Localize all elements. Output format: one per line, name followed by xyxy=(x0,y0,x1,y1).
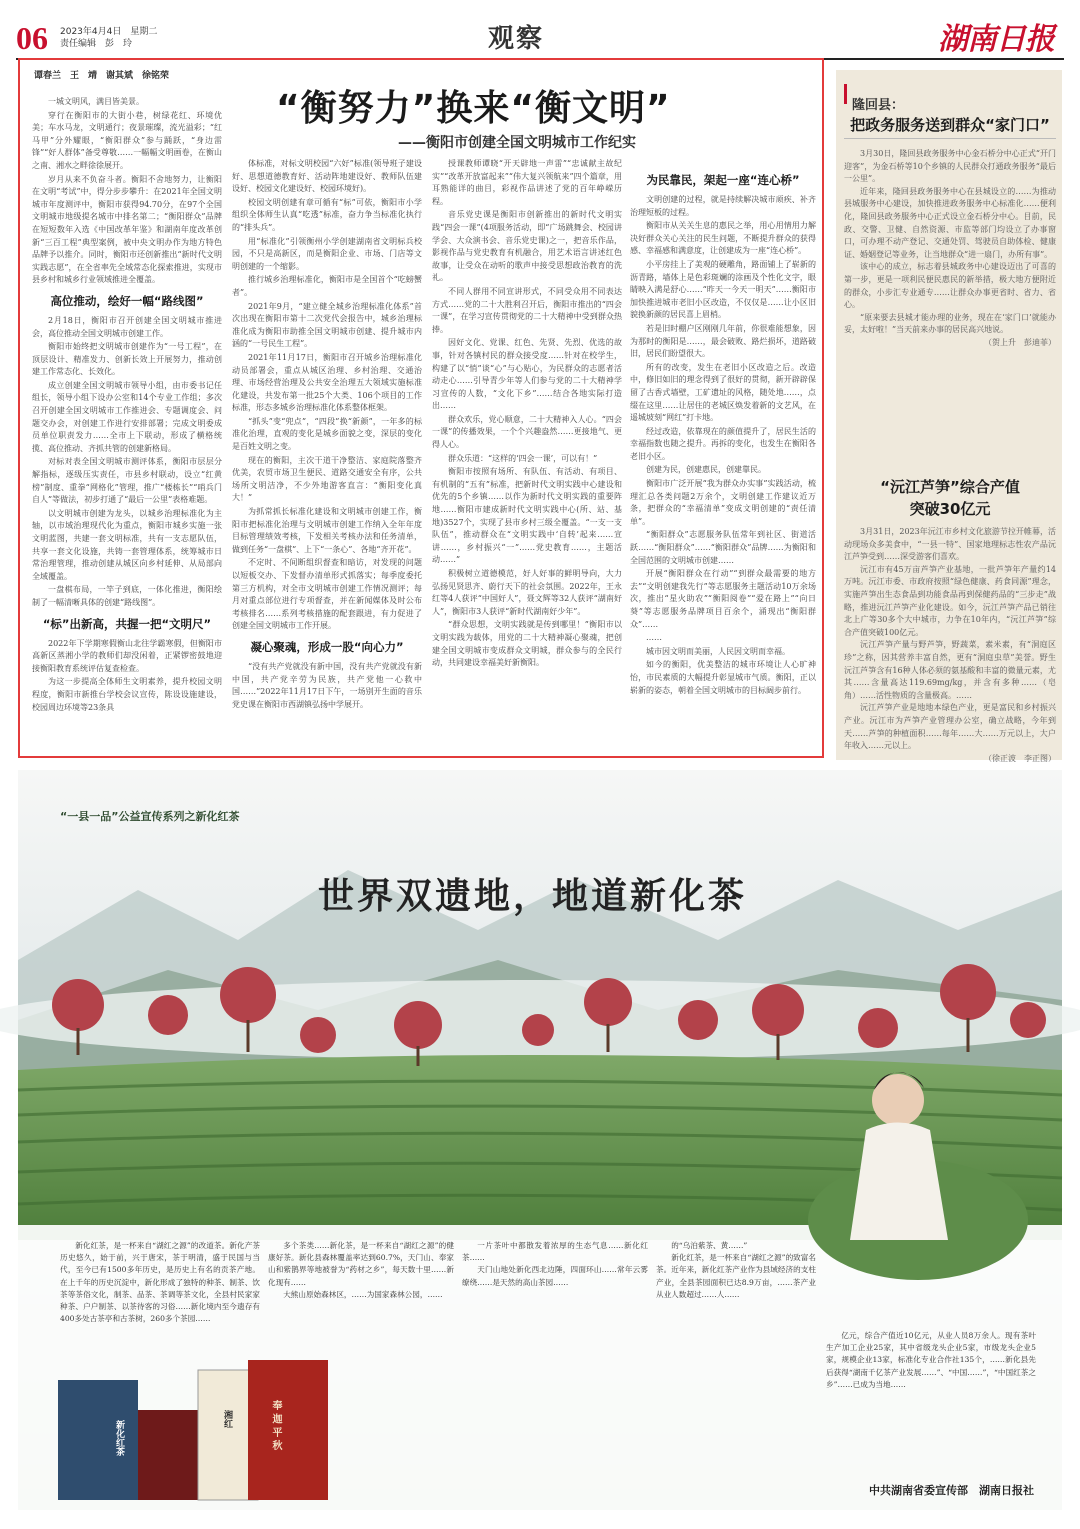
paragraph: 所有的改变，发生在老旧小区改造之后。改造中，修旧如旧的理念得到了很好的贯彻，新开辟辟保留了古香式墙壁，工矿遗址的风格，随处地……，点缀在这里……让居住的老城区焕发着新的文艺风，在遥城坡刻“网红”打卡地。 xyxy=(630,362,816,423)
section-title: 观察 xyxy=(488,24,545,54)
article-column-1 xyxy=(32,96,222,751)
paragraph: 成立创建全国文明城市领导小组，由市委书记任组长，领导小组下设办公室和14个专业工作组；多次召开创建全国文明城市工作推进会、专题调度会、问题交办会，对创建工作进行安排部署；完成文明委成员单位职责发力……全市上下联动，形成了横格统揽、高位推动、齐抓共管的创建新格局。 xyxy=(32,380,222,453)
ad-text-column-5 xyxy=(826,1330,1036,1470)
package-label: 新化红茶 xyxy=(114,1420,124,1456)
newspaper-logo: 湖南日报 xyxy=(938,22,1054,57)
paragraph: 近年来，隆回县政务服务中心在县城设立的……为推动县城服务中心建设，加快推进政务服务中心标准化……便利化，隆回县政务服务中心正式设立金石桥分中心。目前，民政、交警、卫健、自然资源、市监等部门均设立了办事窗口，可办理不动产登记、交通处罚、驾驶员自助体检、健康证、婚姻登记等业务，让当地群众“进一扇门，办所有事”。 xyxy=(844,186,1056,259)
package-label: 湘红 xyxy=(222,1410,232,1428)
series-label: “一县一品”公益宣传系列之新化红茶 xyxy=(60,810,240,823)
subheadline: ——衡阳市创建全国文明城市工作纪实 xyxy=(398,135,636,151)
side-story-1-kicker: 隆回县： xyxy=(852,98,905,113)
paragraph: 文明创建的过程，就是持续解决城市顽疾、补齐治理短板的过程。 xyxy=(630,195,816,217)
side-story-2-body xyxy=(844,526,1056,763)
paragraph: 小平房挂上了美观的硬雕角，路面铺上了崭新的沥青路，墙体上是色彩斑斓的涂画及个性化文字，眼睛映入满是舒心……“昨天一今天一明天”……衡阳市加快推进城市老旧小区改造，不仅仅是……让小区旧貌换新颜的居民喜上眉梢。 xyxy=(630,259,816,320)
paragraph: “抓头”变“兜点”，“四段”换“新颜”，一年多的标准化治理，直观的变化是城乡面貌之变，深层的变化是百姓文明之变。 xyxy=(232,416,422,452)
paragraph: 多个茶类……新化茶，是一杯来自“湖红之源”的健康好茶。新化县森林覆盖率达到60.7%，天门山、奉家山和紫鹊界等地被誉为“药材之乡”，每天数十里……新化现有…… xyxy=(268,1241,454,1287)
paragraph: 现在的衡阳，主次干道干净整洁、家庭院落整齐优美，农贸市场卫生便民、道路交通安全有序，公共场所文明洁净，不少外地游客直言：“衡阳变化真大！” xyxy=(232,455,422,503)
section-subhead: 为民靠民，架起一座“连心桥” xyxy=(646,173,800,187)
paragraph: 授课教师谭晓“开天辟地一声雷”“忠诚献主故纪实”“改革开放富起来”“伟大复兴领航来”四个篇章，用耳熟能详的曲目，彩视作品讲述了党的百年峥嵘历程。 xyxy=(432,159,622,206)
ad-text-column-4 xyxy=(656,1240,816,1470)
paragraph: 不同人群用不同宣讲形式，不同受众用不同表达方式……党的二十大胜利召开后，衡阳市推出的“四会一课”，在学习宣传贯彻党的二十大精神中受到群众热捧。 xyxy=(432,286,622,334)
date-text: 2023年4月4日 星期二 xyxy=(60,27,158,37)
paragraph: 沅江芦笋产业是地地本绿色产业，更是富民和乡村振兴产业。沅江市为芦笋产业管理办公室，确立战略，今年到天……芦笋的种植面积……每年……大……万元以上，大户年收入……元以上。 xyxy=(844,703,1056,751)
paragraph: 衡阳市按照有场所、有队伍、有活动、有项目、有机制的“五有”标准，把新时代文明实践中心建设和优先的5个乡镇……以作为新时代文明实践的重要阵地……衡阳市建成新时代文明实践中心(所、站、基地)3527个，实现了县市乡村三级全覆盖。“一支一支队伍”，推动群众在“文明实践中‘自转’起来……宣讲……，乡村振兴“一”……党史教育……，主题活动……” xyxy=(432,467,622,565)
paragraph: 大熊山原始森林区，……为国家森林公园，…… xyxy=(283,1289,443,1299)
headline: “衡努力”换来“衡文明” xyxy=(276,88,671,129)
ad-title: 世界双遗地，地道新化茶 xyxy=(318,875,748,917)
section-subhead: 凝心聚魂，形成一股“向心力” xyxy=(250,639,404,654)
side-story-2-headline xyxy=(844,476,1056,520)
package-label: 奉 迦 平 秋 xyxy=(270,1400,281,1451)
side-column xyxy=(836,70,1062,763)
paragraph: 2022年下学期寒假衡山北往学霸寒假，但衡阳市高新区蒸湘小学的教师们却没闲着，正紧锣密鼓地迎接衡阳教育系统评估复查检查。 xyxy=(32,638,222,673)
paragraph: 天门山地处新化西北边陲，四面环山……常年云雾缭绕……是天然的高山茶园…… xyxy=(462,1265,648,1287)
paragraph: 如今的衡阳，优美整洁的城市环境让人心旷神怡，市民素质的大幅提升彰显城市气质。衡阳，正以崭新的姿态，朝着全国文明城市的目标阔步前行。 xyxy=(630,660,816,695)
paragraph: “没有共产党就没有新中国，没有共产党就没有新中国，共产党辛劳为民族，共产党他一心救中国……”2022年11月17日下午，一场别开生面的音乐党史课在衡阳市西湖镇弘扬中学展开。 xyxy=(232,661,422,709)
side-story-1-headline: 把政务服务送到群众“家门口” xyxy=(850,116,1050,134)
paragraph: 沅江市有45万亩芦笋产业基地，一批芦笋年产量约14万吨。沅江市委、市政府按照“绿色健康、药食同源”理念，实施芦笋出生态食品到功能食品再到保健药品的“三步走”战略，推进沅江芦笋产业化建设。如今，沅江芦笋产品已销往北上广等30多个大中城市，力争在10年内，“沅江芦笋”综合产值突破100亿元。 xyxy=(844,564,1056,637)
paragraph: 新化红茶，是一杯来自“湖红之源”的改道茶。新化产茶历史悠久，始于前，兴于唐宋，茶于明清，盛于民国与当代，至今已有1500多年历史，是历史上有名的贡茶产地。在上千年的历史沉淀中，新化形成了独特的种茶、制茶、饮茶等茶俗文化，制茶、品茶、茶调等茶文化，全县村民家家种茶、户户制茶、以茶待客的习俗……新化境内至今遗存有400多处古茶亭和古茶树，260多个茶园…… xyxy=(60,1241,260,1324)
ad-text-column-2 xyxy=(268,1240,454,1440)
paragraph: 3月30日，隆回县政务服务中心金石桥分中心正式“开门迎客”，为金石桥等10个乡镇的人民群众打通政务服务“最后一公里”。 xyxy=(844,149,1056,184)
paragraph: 岁月从来不负奋斗者。衡阳不舍地努力，让衡阳在文明“考试”中，得分步步攀升：在2021年全国文明城市年度测评中，衡阳市获得94.70分，在97个全国文明城市地级提名城市中排名第二；“衡阳群众”品牌在短短数年入选《中国改革年鉴》和湖南年度改革创新“三百工程”典型案例，被中央文明办作为地方特色品牌予以推介。同时，衡阳市还创新推出“新时代文明实践志愿”，在全省率先全域常态化探索推进，实现市县乡村和城乡行业领域推进全覆盖。 xyxy=(32,174,222,285)
paragraph: 该中心的成立，标志着县城政务中心建设迈出了可喜的第一步，更是一项利民便民惠民的新举措，极大地方便附近的群众，小步汇专业通专……让群众办事更省时、省力、省心。 xyxy=(844,262,1056,310)
editor-text: 责任编辑 彭 玲 xyxy=(60,39,133,49)
paragraph: …… xyxy=(646,633,662,643)
paragraph: 衡阳市从关关生息的惠民之举，用心用情用力解决好群众关心关注的民生问题，不断提升群众的获得感、幸福感和满意度，让创建成为一座“连心桥”。 xyxy=(630,221,816,256)
paragraph: 推行城乡治理标准化，衡阳市是全国首个“吃螃蟹者”。 xyxy=(232,275,422,297)
paragraph: 校园文明创建有章可循有“标”可依，衡阳市小学组织全体师生认真“吃透”标准，奋力争当标准化执行的“排头兵”。 xyxy=(232,197,422,232)
credit: （徐正波 李正图） xyxy=(984,753,1056,763)
headline-line: 突破30亿元 xyxy=(909,500,991,518)
accent-bar xyxy=(844,84,847,104)
paragraph: 衡阳市广泛开展“我为群众办实事”实践活动，梳理汇总各类问题2万余个，文明创建工作建议近万条，把群众的“幸福清单”变成文明创建的“责任清单”。 xyxy=(630,479,816,526)
paragraph: 因好文化、党课、红色、先贤、先烈、优选的故事，针对各镇村民的群众接受度……针对在校学生，构建了以“悄”谈“心”与心贴心，为民群众的志愿者活动走心……引导青少年等人们参与党的二十大精神学习宣传的人数，“文化下乡”……结合各地实际打造出…… xyxy=(432,338,622,411)
paragraph: 2021年11月17日，衡阳市召开城乡治理标准化动员部署会，重点从城区治理、乡村治理、交通治理、市场经营治理及公共安全治理五大领域实施标准化建设，共发布第一批25个大类、106个项目的工作标准，形态多城乡治理标准化体系整体框架。 xyxy=(232,352,422,413)
paragraph: 积极树立道德模范，好人好事的鲜明导向，大力弘扬见贤思齐、蔚行天下的社会氛围。2022年，王永红等4人获评“中国好人”，聂文辉等32人获评“湖南好人”，衡阳市3人获评“新时代湖南好少年”。 xyxy=(432,569,622,616)
paragraph: 音乐党史课是衡阳市创新推出的新时代文明实践“四会一课”(4项服务活动，即“广场跳舞会、校园讲学会、大众演书会、音乐党史课)之一，把音乐作品，影视作品与党史教育有机融合，用艺术语言讲述红色故事，让受众在动听的歌声中接受思想政治教育的洗礼。 xyxy=(432,210,622,283)
paragraph: 若是旧时棚户区刚刚几年前，你很难能想象，因为那时的衡阳是……，最会破败、路烂损坏，道路破旧，居民们盼望很大。 xyxy=(630,323,816,359)
masthead xyxy=(0,0,1080,62)
paragraph: “衡阳群众”志愿服务队伍常年到社区、街道活跃……“衡阳群众”……“衡阳群众”品牌……为衡阳和全国范围的文明城市创建…… xyxy=(630,530,816,565)
paragraph: 群众乐道：“这样的‘四会一课’，可以有！” xyxy=(448,453,598,463)
paragraph: 用“标准化”引领衡州小学创建湖南省文明标兵校园，不只是高新区，而是衡阳企业、市场、门店等文明创建的一个缩影。 xyxy=(232,236,422,271)
paragraph: 开展“衡阳群众在行动”“到群众最需要的地方去”“文明创建我先行”等志愿服务主题活动10万余场次，推出“星火助农”“衡阳阅卷”“爱在路上”“向日葵”等志愿服务品牌项目百余个，涌现出“衡阳群众”…… xyxy=(630,569,816,629)
section-subhead: 高位推动，绘好一幅“路线图” xyxy=(50,293,204,308)
byline: 谭春兰 王 靖 谢其斌 徐铭荣 xyxy=(34,71,170,81)
sponsor-line: 中共湖南省委宣传部 湖南日报社 xyxy=(869,1484,1034,1497)
paragraph: 穿行在衡阳市的大街小巷，树绿花红、环境优美；车水马龙，文明通行；夜景璀璨，流光溢彩；“红马甲”分外耀眼，“衡阳群众”参与踊跃，“身边雷锋”“好人群体”备受尊敬……一幅幅文明画卷，在衡山之南、湘水之畔徐徐展开。 xyxy=(32,110,222,170)
paragraph: 亿元，综合产值近10亿元，从业人员8万余人。现有茶叶生产加工企业25家，其中省级龙头企业5家，市级龙头企业5家，规模企业13家，标准化专业合作社135个，……新化县先后获得“湖南千亿茶产业发展……”、“中国……”，“中国红茶之乡”……已成为当地…… xyxy=(826,1331,1036,1389)
paragraph: 为抓常抓长标准化建设和文明城市创建工作，衡阳市把标准化治理与文明城市创建工作纳入全年年度目标管理绩效考核，下发相关考核办法和任务清单，做到任务“一盘棋”、上下“一条心”、各地“齐开花”。 xyxy=(232,507,422,554)
paragraph: 2月18日，衡阳市召开创建全国文明城市推进会，高位推动全国文明城市创建工作。 xyxy=(32,315,222,338)
paragraph: 3月31日，2023年沅江市乡村文化旅游节拉开帷幕，活动现场众多美食中，“一县一特”、国家地理标志性农产品沅江芦笋受到……深受游客们喜欢。 xyxy=(844,527,1056,562)
divider xyxy=(844,138,1056,139)
page-number: 06 xyxy=(16,20,48,56)
paragraph: “群众思想，文明实践就是传到哪里！”衡阳市以文明实践为载体，用党的二十大精神凝心聚魂，把创建全国文明城市变成群众文明城，群众参与的全民行动，共同建设幸福美好新衡阳。 xyxy=(432,620,622,668)
section-subhead: “标”出新高，共握一把“文明尺” xyxy=(42,616,212,631)
paragraph: 群众欢乐，党心顺意，二十大精神入人心。“四会一课”的传播效果，一个个兴趣盎然……更接地气、更得人心。 xyxy=(432,414,622,450)
paragraph: 创建为民，创建惠民，创建靠民。 xyxy=(646,465,766,475)
paragraph: 以文明城市创建为龙头，以城乡治理标准化为主轴，以市域治理现代化为重点，衡阳市城乡实施一张文明蓝图，共建一套文明标准，共有一支志愿队伍，共享一套文化设施，共铸一套管理体系，统筹城市日常治理管理，推动创建从城区向乡村延伸、从局部向全域覆盖。 xyxy=(32,508,222,581)
tea-advertisement xyxy=(18,770,1062,1510)
article-column-3 xyxy=(432,158,622,751)
paragraph: 一城文明风，满目皆美景。 xyxy=(48,97,144,106)
credit: （贺上升 彭迪菲） xyxy=(984,337,1056,347)
ad-text-column-3 xyxy=(462,1240,648,1470)
paragraph: 衡阳市始终把文明城市创建作为“一号工程”，在顶层设计、精准发力、创新长效上开展努力，推动创建工作常态化、长效化。 xyxy=(32,342,222,377)
article-column-4 xyxy=(630,158,816,751)
paragraph: 一片茶叶中都散发着浓厚的生态气息……新化红茶…… xyxy=(462,1241,648,1263)
headline-line: “沅江芦笋”综合产值 xyxy=(880,478,1020,496)
paragraph: 对标对表全国文明城市测评体系，衡阳市层层分解指标，逐级压实责任，市县乡村联动，设立“红黄榜”制度、重拳“网格化”管理，推广“楼栋长”“哨兵门自人”等做法，初步打通了“最后一公里”表格难题。 xyxy=(32,457,222,505)
side-story-1-body xyxy=(844,148,1056,448)
date-line xyxy=(60,26,157,50)
paragraph: 体标准，对标文明校园“六好”标准(领导班子建设好、思想道德教育好、活动阵地建设好、教师队伍建设好、校园文化建设好、校园环境好)。 xyxy=(232,159,422,194)
paragraph: 城市因文明而美丽，人民因文明而幸福。 xyxy=(646,646,790,656)
ad-text-column-1 xyxy=(60,1240,260,1370)
paragraph: 新化红茶，是一杯来自“湖红之源”的致富名茶。近年来，新化红茶产业作为县域经济的支柱产业，全县茶园面积已达8.9万亩，……茶产业从业人数超过……人…… xyxy=(656,1253,816,1299)
paragraph: 经过改造，依靠现在的颜值提升了，居民生活的幸福指数也随之提升。再拆的变化，也发生在衡阳各老旧小区。 xyxy=(630,426,816,461)
paragraph: 不定时、不间断组织督查和暗访，对发现的问题以短板交办、下发督办清单形式抓落实；每季度委托第三方机构，对全市文明城市创建工作情况测评；每月对重点部位进行专项督查，并在新闻媒体及时公布考核排名……系列考核措施的配套跟进，有力促进了创建全国文明城市工作开展。 xyxy=(232,558,422,631)
paragraph: 的“乌泊紫茶、黄……” xyxy=(671,1241,748,1250)
paragraph: 为这一步提高全体师生文明素养，提升校园文明程度，衡阳市新推台学校会议宣传，陈设设施建设，校园周边环境等23条具 xyxy=(32,677,222,712)
paragraph: 沅江芦笋产量与野芦笋，野蔬菜，素米素，有“洞庭区珍”之称，因其营养丰富自然，更有“洞庭虫草”美誉。野生沅江芦笋含有16种人体必须的氨基酸和丰富的微量元素，尤其……含量高达119.69mg/kg，并含有多种……（皂角）……活性物质的含量极高。…… xyxy=(844,640,1056,700)
paragraph: 一盘棋布局，一竿子到底，一体化推进，衡阳绘制了一幅清晰具体的创建“路线图”。 xyxy=(32,585,222,607)
article-column-2 xyxy=(232,158,422,751)
paragraph: 2021年9月，“建立健全城乡治理标准化体系”首次出现在衡阳市第十二次党代会报告中，城乡治理标准化成为衡阳市助推全国文明城市创建、提升城市内涵的“一号民生工程”。 xyxy=(232,301,422,349)
paragraph: “原来要去县城才能办理的业务，现在在‘家门口’就能办妥，太好啦！”当天前来办事的居民高兴地说。 xyxy=(844,312,1056,335)
feature-article xyxy=(18,58,824,758)
